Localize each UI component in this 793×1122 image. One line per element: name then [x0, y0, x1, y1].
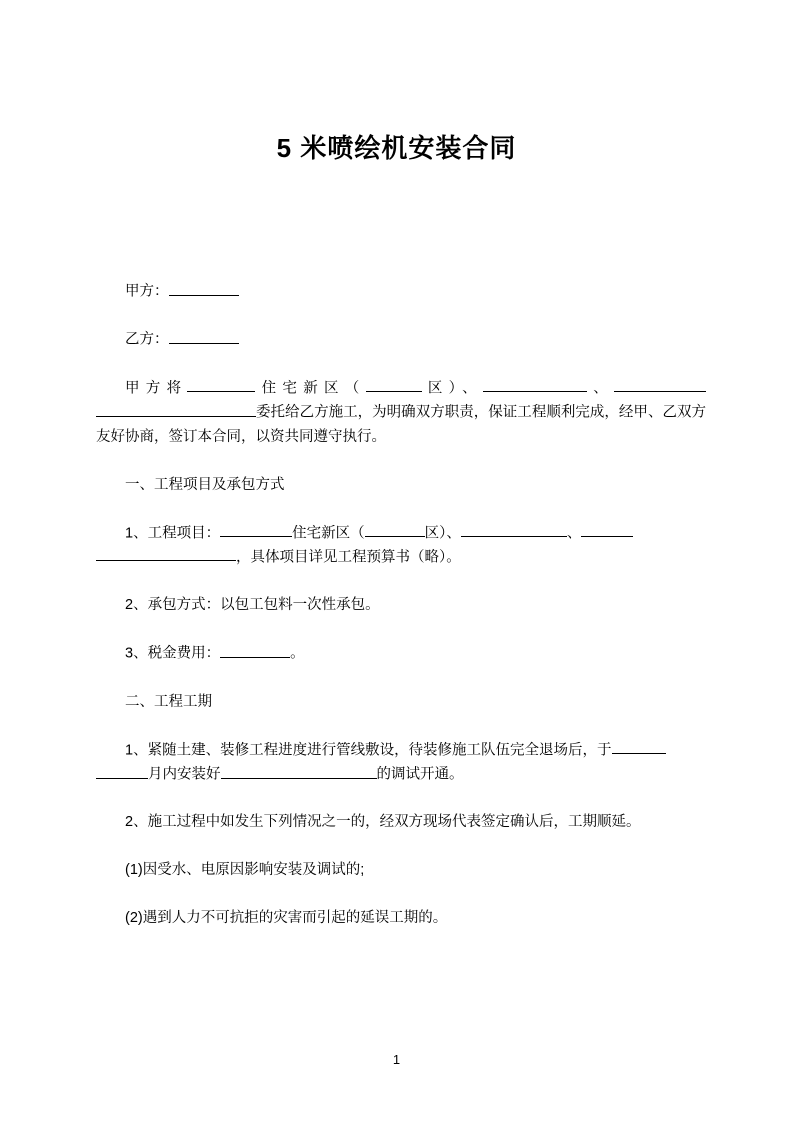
- preamble-seg-3: 区）、: [421, 380, 483, 397]
- document-body: [96, 280, 706, 955]
- party-b-blank: [169, 328, 239, 344]
- project-item-seg-3: 区）、: [424, 525, 461, 542]
- preamble-paragraph: [96, 377, 706, 450]
- schedule-sub-item-2: (2)遇到人力不可抗拒的灾害而引起的延误工期的。: [125, 910, 448, 927]
- project-item: [96, 522, 706, 571]
- schedule-item-1-seg-1: 1、紧随土建、装修工程进度进行管线敷设，待装修施工队伍完全退场后，于: [125, 742, 612, 759]
- project-item-seg-5: ，具体项目详见工程预算书（略）。: [236, 549, 461, 566]
- preamble-blank-4: [614, 377, 706, 393]
- party-b-line: [96, 328, 706, 352]
- schedule-item-2: 2、施工过程中如发生下列情况之一的，经双方现场代表签定确认后，工期顺延。: [125, 814, 641, 831]
- tax-fee-item: [96, 642, 706, 666]
- schedule-item-1-seg-3: 的调试开通。: [376, 766, 464, 783]
- project-item-blank-4: [581, 522, 633, 538]
- schedule-item-1-blank-3: [221, 763, 377, 779]
- tax-fee-seg-2: 。: [290, 645, 305, 662]
- party-a-label: 甲方：: [125, 283, 169, 300]
- section-1-heading: 一、工程项目及承包方式: [125, 476, 285, 493]
- page-title: 5 米喷绘机安装合同: [276, 133, 517, 163]
- preamble-seg-5: 委托给乙方施工，为明确双方职责，保证工程顺利完成，经甲、乙双方友好协商，签订本合同，以资共同遵守执行。: [96, 404, 706, 445]
- party-a-blank: [169, 280, 239, 296]
- party-b-label: 乙方：: [125, 331, 169, 348]
- tax-fee-seg-1: 3、税金费用：: [125, 645, 221, 662]
- preamble-blank-2: [366, 377, 422, 393]
- contract-method-item: 2、承包方式：以包工包料一次性承包。: [125, 597, 380, 614]
- project-item-seg-2: 住宅新区（: [292, 525, 365, 542]
- preamble-blank-5: [96, 401, 256, 417]
- schedule-item-1-seg-2: 月内安装好: [148, 766, 221, 783]
- schedule-sub-item-1: (1)因受水、电原因影响安装及调试的;: [125, 862, 365, 879]
- project-item-blank-3: [461, 522, 567, 538]
- project-item-blank-2: [365, 522, 425, 538]
- project-item-seg-1: 1、工程项目：: [125, 525, 221, 542]
- project-item-seg-4: 、: [566, 525, 582, 542]
- party-a-line: [96, 280, 706, 304]
- preamble-seg-1: 甲方将: [125, 380, 188, 397]
- schedule-item-1-blank-1: [612, 739, 666, 755]
- schedule-item-1-blank-2: [96, 763, 148, 779]
- preamble-seg-4: 、: [586, 380, 615, 397]
- preamble-blank-3: [483, 377, 587, 393]
- page-number: 1: [392, 1052, 401, 1067]
- preamble-blank-1: [187, 377, 255, 393]
- schedule-item-1: [96, 739, 706, 788]
- project-item-blank-5: [96, 546, 236, 562]
- preamble-seg-2: 住宅新区（: [255, 380, 366, 397]
- project-item-blank-1: [220, 522, 292, 538]
- section-2-heading: 二、工程工期: [125, 693, 212, 710]
- tax-fee-blank-1: [220, 642, 290, 658]
